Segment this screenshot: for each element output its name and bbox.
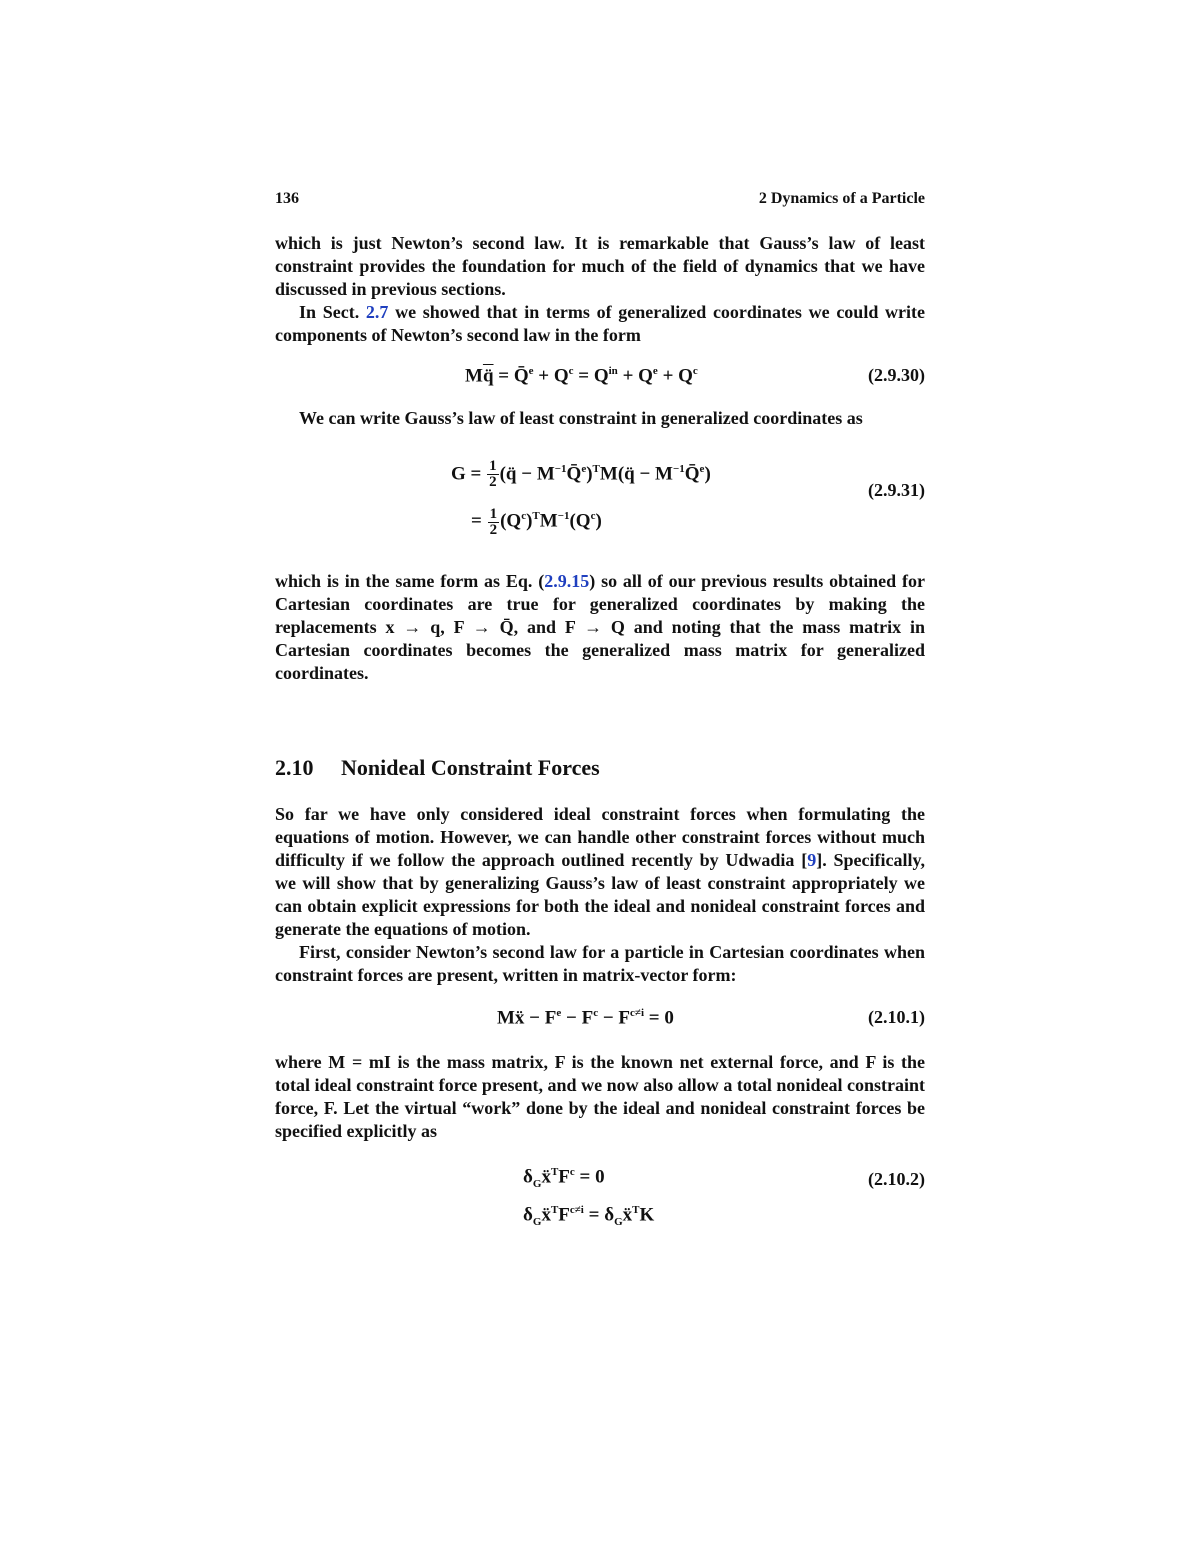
paragraph-4: which is in the same form as Eq. (2.9.15) so all of our previous results obtained for Cartesian coordinates are true for generalized coordinates by making the replacements x → q, F → Q̄, and F → Q and noting that the mass matrix in Cartesian coordinates becomes the generalized mass matrix for generalized coordinates. [275,571,925,683]
equation-number: (2.9.30) [868,365,925,385]
equation-body: Mq̈ = Q̄$^e$ + $Q^c = Q^{in} + Q^e + Q^c$ [465,365,698,387]
equation-2-10-2 [275,1143,925,1243]
equation-number: (2.9.31) [868,480,925,500]
equation-body: G = $\frac{1}{2}$ (q̈ − $M^{-1}Q̄^e)^TM(q̈$ − $M^{-1}Q̄^e$) = $\frac{1}{2}$ $(Q^c)^TM^{-1}(Q^c)$ [451,458,711,538]
paragraph-5: So far we have only considered ideal constraint forces when formulating the equations of motion. However, we can handle other constraint forces without much difficulty if we follow the approach outlined recently by Udwadia [9]. Specifically, we will show that by generalizing Gauss’s law of least constraint appropriately we can obtain explicit expressions for both the ideal and nonideal constraint forces and generate the equations of motion. [275,804,925,939]
reference-link[interactable]: 9 [807,850,817,870]
page-number: 136 [275,190,299,207]
paragraph-6: First, consider Newton’s second law for a particle in Cartesian coordinates when constraint forces are present, written in matrix-vector form: [275,942,925,985]
equation-2-9-31 [275,430,925,570]
equation-number: (2.10.1) [868,1007,925,1027]
paragraph-1: which is just Newton’s second law. It is remarkable that Gauss’s law of least constraint provides the foundation for much of the field of dynamics that we have discussed in previous sections. [275,233,925,299]
section-heading: 2.10 Nonideal Constraint Forces [275,755,600,780]
paragraph-2: In Sect. 2.7 we showed that in terms of generalized coordinates we could write components of Newton’s second law in the form [275,302,925,345]
paragraph-7: where M = mI is the mass matrix, F is the known net external force, and F is the total ideal constraint force present, and we now also allow a total nonideal constraint force, F. Let the virtual “work” done by the ideal and nonideal constraint forces be specified explicitly as [275,1052,925,1141]
equation-body: Mẍ − $F^e - F^c - F^{c\ne i} = 0$ [497,1007,674,1029]
equation-link[interactable]: 2.9.15 [544,571,590,591]
equation-body: $\delta_Gẍ^TF^c = 0$ $\delta_Gẍ^TF^{c\ne i}$ = $\delta_Gẍ^TK$ [523,1166,655,1229]
equation-2-9-30 [275,347,925,407]
chapter-title: 2 Dynamics of a Particle [758,190,925,207]
equation-2-10-1 [275,987,925,1051]
equation-number: (2.10.2) [868,1169,925,1189]
page-content [275,190,925,1243]
paragraph-3: We can write Gauss’s law of least constraint in generalized coordinates as [299,408,863,428]
running-header [275,190,925,214]
section-link[interactable]: 2.7 [365,302,389,322]
